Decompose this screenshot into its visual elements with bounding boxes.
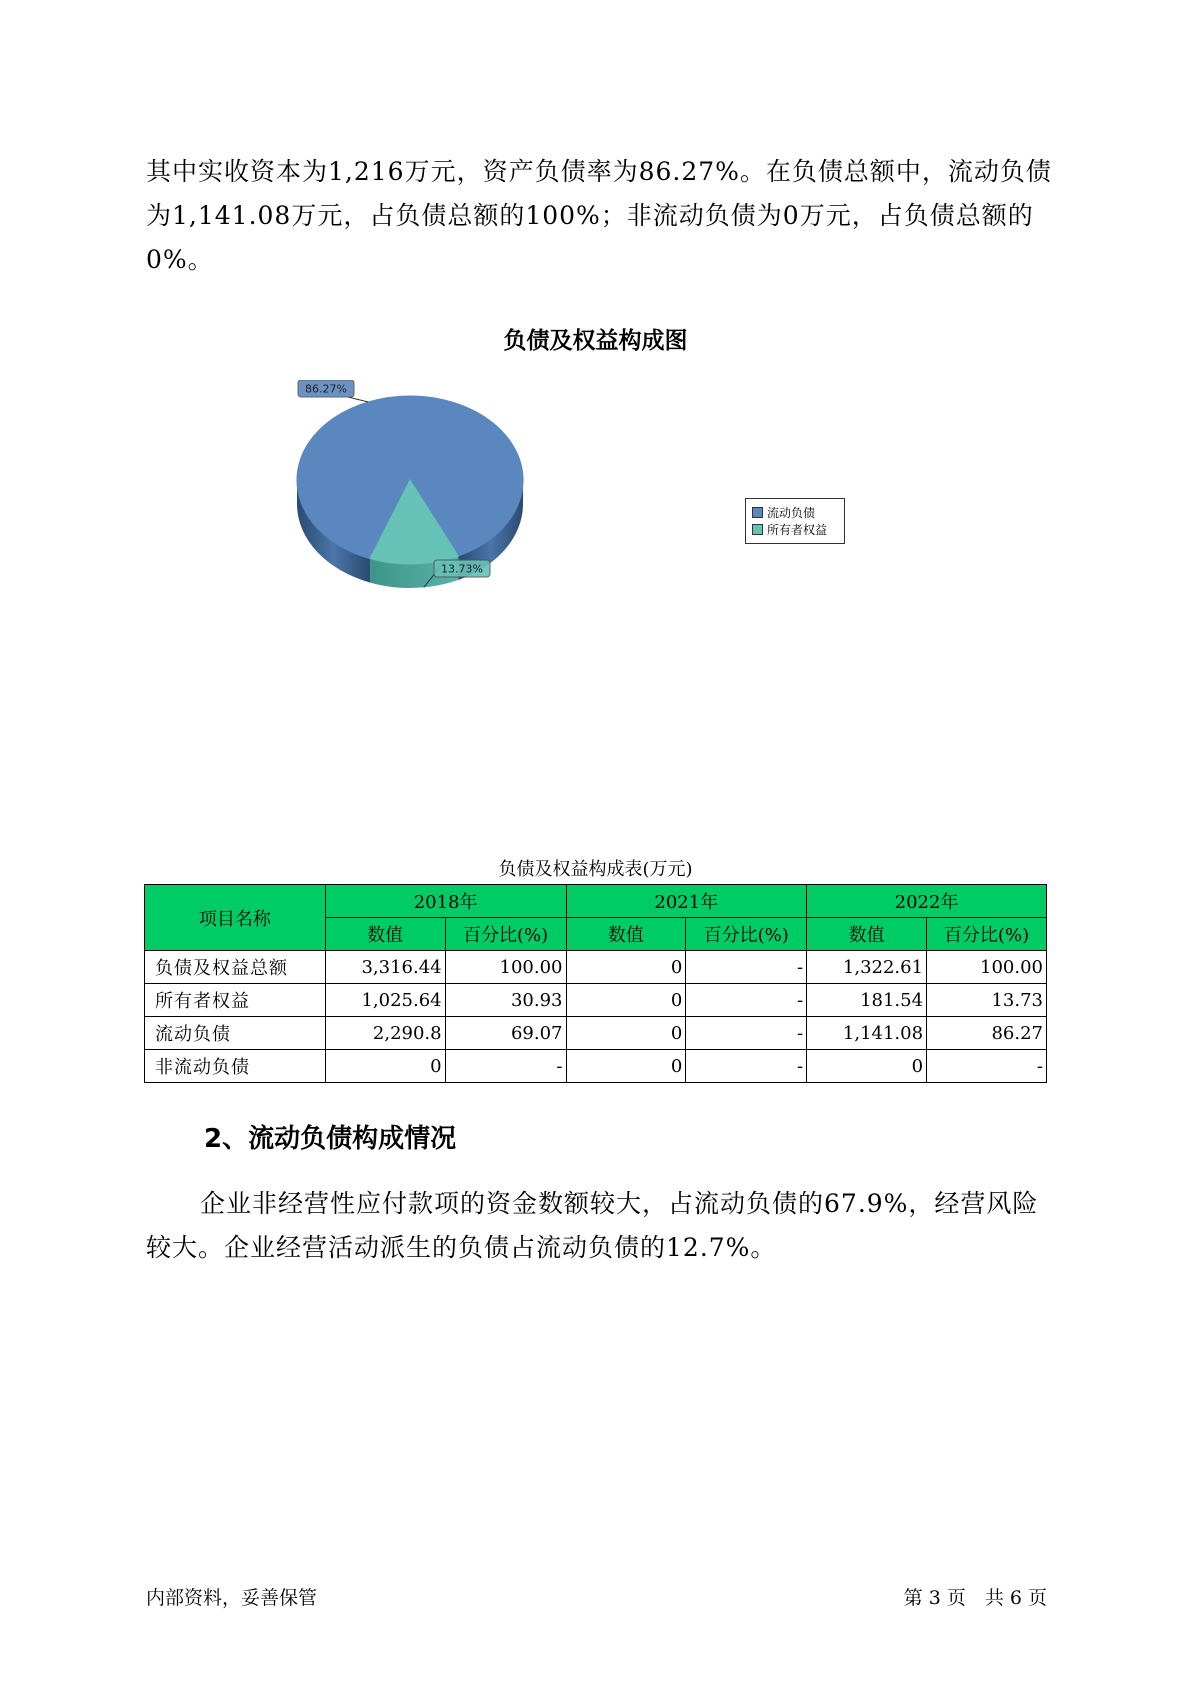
table-cell: 86.27: [927, 1017, 1047, 1050]
legend-item-current-liabilities: [752, 504, 838, 521]
current-liabilities-paragraph: 企业非经营性应付款项的资金数额较大，占流动负债的67.9%，经营风险较大。企业经营活动派生的负债占流动负债的12.7%。: [146, 1189, 1039, 1262]
table-cell: -: [686, 984, 807, 1017]
header-pct-2022: 百分比(%): [927, 918, 1047, 951]
table-cell: 2,290.8: [325, 1017, 445, 1050]
table-cell: 0: [566, 984, 686, 1017]
legend-label-current-liabilities: 流动负债: [767, 506, 816, 520]
header-value-2022: 数值: [807, 918, 927, 951]
data-label-current-liabilities: 86.27%: [305, 382, 347, 396]
row-label: 所有者权益: [145, 984, 326, 1017]
row-label: 负债及权益总额: [145, 951, 326, 984]
footer-page-number: 第 3 页 共 6 页: [903, 1587, 1047, 1609]
table-header-row-years: [145, 885, 1047, 918]
table-cell: 1,322.61: [807, 951, 927, 984]
legend-item-owners-equity: [752, 521, 838, 538]
intro-paragraph: 其中实收资本为1,216万元，资产负债率为86.27%。在负债总额中，流动负债为1,141.08万元，占负债总额的100%；非流动负债为0万元，占负债总额的0%。: [146, 157, 1052, 274]
row-label: 非流动负债: [145, 1050, 326, 1083]
data-label-owners-equity: 13.73%: [441, 562, 483, 576]
table-title: 负债及权益构成表(万元): [498, 859, 693, 880]
header-year-2021: 2021年: [566, 885, 807, 918]
header-year-2018: 2018年: [325, 885, 566, 918]
legend-label-owners-equity: 所有者权益: [767, 523, 828, 537]
table-cell: 0: [566, 1050, 686, 1083]
table-cell: -: [686, 1017, 807, 1050]
table-cell: 0: [325, 1050, 445, 1083]
table-cell: -: [445, 1050, 566, 1083]
pie-chart: [280, 380, 580, 620]
table-row: [145, 1050, 1047, 1083]
table-cell: -: [686, 1050, 807, 1083]
footer-confidential-note: 内部资料，妥善保管: [146, 1587, 318, 1609]
table-row: [145, 1017, 1047, 1050]
table-cell: 100.00: [927, 951, 1047, 984]
table-row: [145, 951, 1047, 984]
liability-equity-table: [144, 884, 1047, 1083]
section-heading: 2、流动负债构成情况: [204, 1124, 457, 1154]
legend-swatch-owners-equity: [752, 524, 763, 535]
leader-line-current-liabilities: [348, 397, 368, 402]
header-value-2021: 数值: [566, 918, 686, 951]
header-value-2018: 数值: [325, 918, 445, 951]
table-cell: 0: [566, 1017, 686, 1050]
table-cell: 1,141.08: [807, 1017, 927, 1050]
table-cell: 0: [807, 1050, 927, 1083]
table-cell: 69.07: [445, 1017, 566, 1050]
header-item-name: 项目名称: [145, 885, 326, 951]
table-cell: 30.93: [445, 984, 566, 1017]
row-label: 流动负债: [145, 1017, 326, 1050]
table-cell: 13.73: [927, 984, 1047, 1017]
header-pct-2021: 百分比(%): [686, 918, 807, 951]
chart-legend: [745, 498, 845, 544]
chart-title: 负债及权益构成图: [503, 328, 688, 354]
table-cell: 181.54: [807, 984, 927, 1017]
table-cell: 100.00: [445, 951, 566, 984]
table-cell: 0: [566, 951, 686, 984]
table-cell: 3,316.44: [325, 951, 445, 984]
table-cell: -: [927, 1050, 1047, 1083]
table-cell: 1,025.64: [325, 984, 445, 1017]
header-pct-2018: 百分比(%): [445, 918, 566, 951]
table-cell: -: [686, 951, 807, 984]
table-row: [145, 984, 1047, 1017]
legend-swatch-current-liabilities: [752, 507, 763, 518]
header-year-2022: 2022年: [807, 885, 1047, 918]
